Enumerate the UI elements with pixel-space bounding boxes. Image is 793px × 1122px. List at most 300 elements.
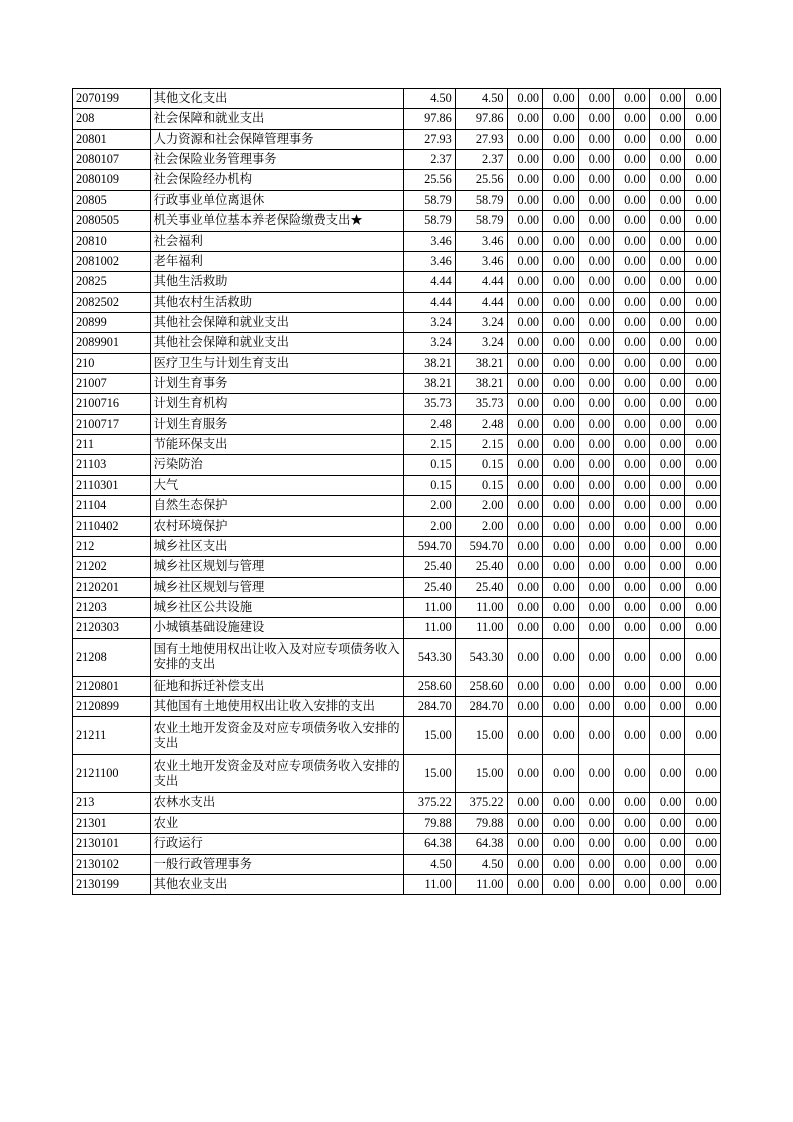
row-value-5: 0.00 [578, 496, 614, 516]
row-value-5: 0.00 [578, 834, 614, 854]
row-value-5: 0.00 [578, 150, 614, 170]
row-value-3: 0.00 [507, 618, 543, 638]
row-value-4: 0.00 [543, 793, 579, 813]
row-value-7: 0.00 [649, 170, 685, 190]
row-code: 21208 [73, 638, 151, 676]
row-value-2: 25.40 [455, 557, 507, 577]
table-row [73, 874, 721, 894]
row-value-4: 0.00 [543, 834, 579, 854]
row-value-7: 0.00 [649, 89, 685, 109]
row-value-4: 0.00 [543, 89, 579, 109]
table-row [73, 597, 721, 617]
row-value-3: 0.00 [507, 557, 543, 577]
row-value-5: 0.00 [578, 312, 614, 332]
row-value-1: 35.73 [404, 394, 456, 414]
row-value-3: 0.00 [507, 251, 543, 271]
row-code: 2120201 [73, 577, 151, 597]
row-value-5: 0.00 [578, 170, 614, 190]
row-value-4: 0.00 [543, 516, 579, 536]
row-name: 其他生活救助 [150, 272, 403, 292]
row-name: 老年福利 [150, 251, 403, 271]
table-row [73, 793, 721, 813]
row-code: 2120801 [73, 676, 151, 696]
row-value-5: 0.00 [578, 536, 614, 556]
row-value-2: 2.15 [455, 435, 507, 455]
row-code: 210 [73, 353, 151, 373]
row-value-8: 0.00 [685, 793, 721, 813]
row-value-4: 0.00 [543, 312, 579, 332]
table-row [73, 190, 721, 210]
row-value-4: 0.00 [543, 854, 579, 874]
row-value-8: 0.00 [685, 557, 721, 577]
row-value-3: 0.00 [507, 231, 543, 251]
table-row [73, 374, 721, 394]
row-value-3: 0.00 [507, 394, 543, 414]
row-value-7: 0.00 [649, 597, 685, 617]
row-name: 其他农村生活救助 [150, 292, 403, 312]
row-value-2: 35.73 [455, 394, 507, 414]
row-code: 208 [73, 109, 151, 129]
row-value-4: 0.00 [543, 577, 579, 597]
row-name: 国有土地使用权出让收入及对应专项债务收入安排的支出 [150, 638, 403, 676]
row-value-7: 0.00 [649, 697, 685, 717]
row-value-5: 0.00 [578, 475, 614, 495]
row-value-3: 0.00 [507, 435, 543, 455]
row-name: 城乡社区支出 [150, 536, 403, 556]
row-value-3: 0.00 [507, 374, 543, 394]
row-value-2: 3.46 [455, 251, 507, 271]
row-value-5: 0.00 [578, 190, 614, 210]
row-value-3: 0.00 [507, 353, 543, 373]
row-value-2: 594.70 [455, 536, 507, 556]
row-value-8: 0.00 [685, 638, 721, 676]
row-value-6: 0.00 [614, 755, 650, 793]
row-name: 社会保险业务管理事务 [150, 150, 403, 170]
row-value-4: 0.00 [543, 251, 579, 271]
row-name: 城乡社区规划与管理 [150, 577, 403, 597]
row-value-4: 0.00 [543, 394, 579, 414]
row-name: 计划生育事务 [150, 374, 403, 394]
row-value-2: 284.70 [455, 697, 507, 717]
row-value-6: 0.00 [614, 312, 650, 332]
row-value-6: 0.00 [614, 333, 650, 353]
row-value-4: 0.00 [543, 272, 579, 292]
row-value-2: 4.50 [455, 89, 507, 109]
row-value-1: 375.22 [404, 793, 456, 813]
row-value-8: 0.00 [685, 129, 721, 149]
row-value-4: 0.00 [543, 435, 579, 455]
row-value-5: 0.00 [578, 755, 614, 793]
row-value-2: 3.24 [455, 312, 507, 332]
row-value-5: 0.00 [578, 597, 614, 617]
row-value-8: 0.00 [685, 272, 721, 292]
table-row [73, 89, 721, 109]
row-name: 征地和拆迁补偿支出 [150, 676, 403, 696]
row-name: 农村环境保护 [150, 516, 403, 536]
row-value-5: 0.00 [578, 435, 614, 455]
row-code: 21103 [73, 455, 151, 475]
row-value-3: 0.00 [507, 312, 543, 332]
row-value-4: 0.00 [543, 333, 579, 353]
row-value-8: 0.00 [685, 251, 721, 271]
row-value-3: 0.00 [507, 755, 543, 793]
row-value-1: 64.38 [404, 834, 456, 854]
row-value-5: 0.00 [578, 638, 614, 676]
row-code: 20810 [73, 231, 151, 251]
table-row [73, 638, 721, 676]
row-code: 21301 [73, 813, 151, 833]
row-value-7: 0.00 [649, 333, 685, 353]
row-value-7: 0.00 [649, 516, 685, 536]
row-value-8: 0.00 [685, 292, 721, 312]
table-row [73, 854, 721, 874]
table-row [73, 394, 721, 414]
row-value-7: 0.00 [649, 150, 685, 170]
row-value-3: 0.00 [507, 150, 543, 170]
row-name: 节能环保支出 [150, 435, 403, 455]
row-value-2: 0.15 [455, 475, 507, 495]
row-code: 20801 [73, 129, 151, 149]
row-value-1: 4.50 [404, 89, 456, 109]
row-name: 计划生育机构 [150, 394, 403, 414]
row-value-7: 0.00 [649, 353, 685, 373]
row-name: 城乡社区公共设施 [150, 597, 403, 617]
table-row [73, 312, 721, 332]
row-value-2: 11.00 [455, 597, 507, 617]
row-value-5: 0.00 [578, 557, 614, 577]
row-value-7: 0.00 [649, 374, 685, 394]
row-value-8: 0.00 [685, 89, 721, 109]
row-name: 一般行政管理事务 [150, 854, 403, 874]
row-code: 20825 [73, 272, 151, 292]
row-value-1: 38.21 [404, 353, 456, 373]
row-value-6: 0.00 [614, 231, 650, 251]
row-value-4: 0.00 [543, 231, 579, 251]
row-value-6: 0.00 [614, 618, 650, 638]
row-value-5: 0.00 [578, 292, 614, 312]
row-value-5: 0.00 [578, 353, 614, 373]
row-value-1: 4.44 [404, 292, 456, 312]
row-value-6: 0.00 [614, 717, 650, 755]
row-value-3: 0.00 [507, 536, 543, 556]
row-code: 2070199 [73, 89, 151, 109]
table-row [73, 577, 721, 597]
row-value-4: 0.00 [543, 455, 579, 475]
row-name: 其他社会保障和就业支出 [150, 312, 403, 332]
row-value-7: 0.00 [649, 251, 685, 271]
row-value-5: 0.00 [578, 577, 614, 597]
row-name: 自然生态保护 [150, 496, 403, 516]
table-row [73, 496, 721, 516]
row-value-3: 0.00 [507, 170, 543, 190]
row-value-7: 0.00 [649, 435, 685, 455]
row-value-3: 0.00 [507, 676, 543, 696]
row-code: 2080109 [73, 170, 151, 190]
row-code: 213 [73, 793, 151, 813]
row-code: 20899 [73, 312, 151, 332]
row-value-5: 0.00 [578, 394, 614, 414]
row-value-1: 594.70 [404, 536, 456, 556]
row-value-2: 3.24 [455, 333, 507, 353]
row-value-1: 0.15 [404, 455, 456, 475]
table-row [73, 697, 721, 717]
row-value-8: 0.00 [685, 312, 721, 332]
row-value-7: 0.00 [649, 272, 685, 292]
row-value-1: 2.00 [404, 496, 456, 516]
row-value-6: 0.00 [614, 170, 650, 190]
row-value-2: 2.48 [455, 414, 507, 434]
row-code: 21104 [73, 496, 151, 516]
row-value-2: 79.88 [455, 813, 507, 833]
row-name: 其他社会保障和就业支出 [150, 333, 403, 353]
row-code: 2080505 [73, 211, 151, 231]
row-value-3: 0.00 [507, 333, 543, 353]
row-value-4: 0.00 [543, 190, 579, 210]
row-name: 农业土地开发资金及对应专项债务收入安排的支出 [150, 755, 403, 793]
row-value-4: 0.00 [543, 717, 579, 755]
row-code: 2081002 [73, 251, 151, 271]
row-value-3: 0.00 [507, 834, 543, 854]
table-row [73, 475, 721, 495]
row-value-5: 0.00 [578, 874, 614, 894]
row-value-1: 2.37 [404, 150, 456, 170]
row-value-2: 11.00 [455, 874, 507, 894]
row-value-7: 0.00 [649, 496, 685, 516]
row-value-1: 3.46 [404, 231, 456, 251]
row-value-3: 0.00 [507, 455, 543, 475]
row-name: 行政事业单位离退休 [150, 190, 403, 210]
row-value-8: 0.00 [685, 374, 721, 394]
row-value-4: 0.00 [543, 129, 579, 149]
row-value-4: 0.00 [543, 536, 579, 556]
row-value-6: 0.00 [614, 211, 650, 231]
row-value-4: 0.00 [543, 557, 579, 577]
row-value-6: 0.00 [614, 577, 650, 597]
row-value-4: 0.00 [543, 414, 579, 434]
row-code: 21202 [73, 557, 151, 577]
row-value-7: 0.00 [649, 793, 685, 813]
row-value-1: 27.93 [404, 129, 456, 149]
row-value-6: 0.00 [614, 557, 650, 577]
row-value-3: 0.00 [507, 516, 543, 536]
row-code: 21211 [73, 717, 151, 755]
row-value-1: 2.48 [404, 414, 456, 434]
row-value-2: 2.00 [455, 516, 507, 536]
row-value-1: 258.60 [404, 676, 456, 696]
row-value-2: 3.46 [455, 231, 507, 251]
row-value-8: 0.00 [685, 190, 721, 210]
row-value-7: 0.00 [649, 109, 685, 129]
row-value-4: 0.00 [543, 813, 579, 833]
row-name: 社会福利 [150, 231, 403, 251]
row-value-3: 0.00 [507, 190, 543, 210]
row-code: 2080107 [73, 150, 151, 170]
row-value-8: 0.00 [685, 717, 721, 755]
row-value-2: 15.00 [455, 755, 507, 793]
row-code: 2082502 [73, 292, 151, 312]
row-value-7: 0.00 [649, 536, 685, 556]
row-value-8: 0.00 [685, 854, 721, 874]
row-value-5: 0.00 [578, 333, 614, 353]
row-value-6: 0.00 [614, 813, 650, 833]
row-code: 2130199 [73, 874, 151, 894]
row-value-1: 11.00 [404, 597, 456, 617]
row-value-4: 0.00 [543, 697, 579, 717]
row-value-5: 0.00 [578, 89, 614, 109]
table-row [73, 333, 721, 353]
row-value-7: 0.00 [649, 577, 685, 597]
table-row [73, 755, 721, 793]
row-value-5: 0.00 [578, 455, 614, 475]
row-name: 人力资源和社会保障管理事务 [150, 129, 403, 149]
row-value-1: 25.40 [404, 557, 456, 577]
row-value-8: 0.00 [685, 755, 721, 793]
row-value-1: 15.00 [404, 717, 456, 755]
table-row [73, 536, 721, 556]
row-value-3: 0.00 [507, 414, 543, 434]
row-code: 2120303 [73, 618, 151, 638]
row-value-5: 0.00 [578, 374, 614, 394]
table-row [73, 813, 721, 833]
row-value-8: 0.00 [685, 211, 721, 231]
row-value-6: 0.00 [614, 597, 650, 617]
row-value-7: 0.00 [649, 231, 685, 251]
row-value-2: 4.44 [455, 272, 507, 292]
row-value-2: 2.00 [455, 496, 507, 516]
row-value-3: 0.00 [507, 697, 543, 717]
row-value-1: 58.79 [404, 190, 456, 210]
row-value-4: 0.00 [543, 150, 579, 170]
row-value-1: 2.00 [404, 516, 456, 536]
row-value-1: 79.88 [404, 813, 456, 833]
row-value-6: 0.00 [614, 394, 650, 414]
row-value-3: 0.00 [507, 813, 543, 833]
row-code: 2110402 [73, 516, 151, 536]
row-value-8: 0.00 [685, 475, 721, 495]
row-name: 小城镇基础设施建设 [150, 618, 403, 638]
row-value-3: 0.00 [507, 854, 543, 874]
row-value-8: 0.00 [685, 536, 721, 556]
row-value-7: 0.00 [649, 190, 685, 210]
row-value-4: 0.00 [543, 496, 579, 516]
row-value-5: 0.00 [578, 813, 614, 833]
row-value-3: 0.00 [507, 577, 543, 597]
row-value-1: 4.44 [404, 272, 456, 292]
row-value-1: 543.30 [404, 638, 456, 676]
row-code: 211 [73, 435, 151, 455]
row-value-5: 0.00 [578, 414, 614, 434]
row-value-1: 0.15 [404, 475, 456, 495]
row-name: 其他国有土地使用权出让收入安排的支出 [150, 697, 403, 717]
row-value-6: 0.00 [614, 874, 650, 894]
row-value-7: 0.00 [649, 813, 685, 833]
row-value-6: 0.00 [614, 475, 650, 495]
row-value-7: 0.00 [649, 874, 685, 894]
row-value-7: 0.00 [649, 414, 685, 434]
row-value-2: 543.30 [455, 638, 507, 676]
row-value-8: 0.00 [685, 170, 721, 190]
row-value-6: 0.00 [614, 374, 650, 394]
row-value-3: 0.00 [507, 638, 543, 676]
row-value-8: 0.00 [685, 109, 721, 129]
row-name: 其他农业支出 [150, 874, 403, 894]
row-value-7: 0.00 [649, 557, 685, 577]
row-value-2: 4.50 [455, 854, 507, 874]
row-value-3: 0.00 [507, 89, 543, 109]
table-row [73, 292, 721, 312]
row-name: 大气 [150, 475, 403, 495]
row-value-1: 3.24 [404, 333, 456, 353]
row-value-5: 0.00 [578, 251, 614, 271]
row-value-8: 0.00 [685, 333, 721, 353]
table-row [73, 251, 721, 271]
table-row [73, 834, 721, 854]
row-value-4: 0.00 [543, 292, 579, 312]
row-value-1: 11.00 [404, 874, 456, 894]
row-value-6: 0.00 [614, 854, 650, 874]
table-row [73, 231, 721, 251]
row-value-7: 0.00 [649, 129, 685, 149]
row-name: 农业土地开发资金及对应专项债务收入安排的支出 [150, 717, 403, 755]
row-name: 社会保障和就业支出 [150, 109, 403, 129]
row-value-5: 0.00 [578, 854, 614, 874]
row-value-7: 0.00 [649, 717, 685, 755]
row-value-5: 0.00 [578, 231, 614, 251]
row-value-7: 0.00 [649, 618, 685, 638]
row-value-8: 0.00 [685, 455, 721, 475]
row-value-5: 0.00 [578, 618, 614, 638]
row-value-2: 58.79 [455, 190, 507, 210]
row-value-6: 0.00 [614, 353, 650, 373]
row-code: 21007 [73, 374, 151, 394]
row-value-4: 0.00 [543, 618, 579, 638]
row-value-8: 0.00 [685, 435, 721, 455]
table-row [73, 435, 721, 455]
row-value-7: 0.00 [649, 211, 685, 231]
row-name: 城乡社区规划与管理 [150, 557, 403, 577]
row-value-4: 0.00 [543, 475, 579, 495]
row-value-4: 0.00 [543, 755, 579, 793]
table-row [73, 109, 721, 129]
row-value-7: 0.00 [649, 455, 685, 475]
row-value-3: 0.00 [507, 496, 543, 516]
row-name: 其他文化支出 [150, 89, 403, 109]
row-value-1: 11.00 [404, 618, 456, 638]
row-value-5: 0.00 [578, 717, 614, 755]
row-value-3: 0.00 [507, 292, 543, 312]
row-value-1: 25.56 [404, 170, 456, 190]
row-value-3: 0.00 [507, 793, 543, 813]
row-value-1: 4.50 [404, 854, 456, 874]
row-value-4: 0.00 [543, 676, 579, 696]
row-value-6: 0.00 [614, 272, 650, 292]
row-value-5: 0.00 [578, 109, 614, 129]
row-value-6: 0.00 [614, 89, 650, 109]
row-value-8: 0.00 [685, 353, 721, 373]
row-value-6: 0.00 [614, 292, 650, 312]
row-value-4: 0.00 [543, 597, 579, 617]
row-value-7: 0.00 [649, 394, 685, 414]
row-value-3: 0.00 [507, 129, 543, 149]
row-value-8: 0.00 [685, 813, 721, 833]
row-value-7: 0.00 [649, 854, 685, 874]
row-value-5: 0.00 [578, 272, 614, 292]
row-value-7: 0.00 [649, 834, 685, 854]
row-value-8: 0.00 [685, 394, 721, 414]
row-value-6: 0.00 [614, 150, 650, 170]
table-body [73, 89, 721, 895]
row-value-8: 0.00 [685, 496, 721, 516]
